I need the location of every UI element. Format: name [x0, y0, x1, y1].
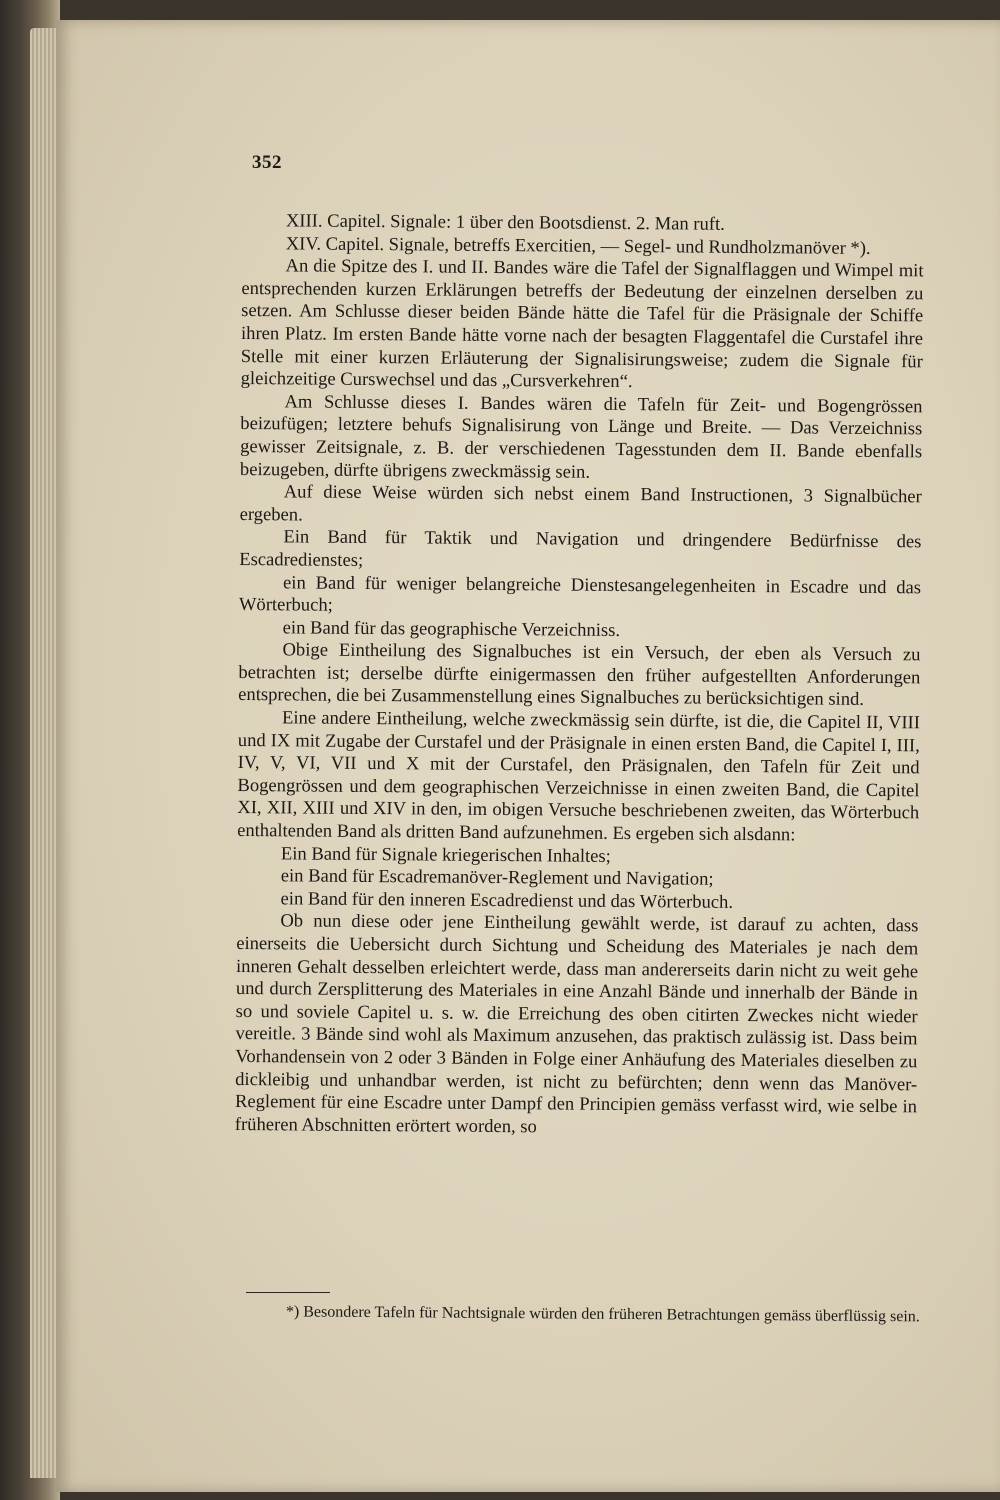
list-item: Ein Band für Signale kriegerischen Inhaltes; — [280, 842, 611, 867]
paragraph: Auf diese Weise würden sich nebst einem Band Instructionen, 3 Signalbücher ergeben. — [239, 481, 922, 526]
paragraph-chapter-xiii: XIII. Capitel. Signale: 1 über den Bootsdienst. 2. Man ruft. — [285, 210, 725, 235]
list-item: ein Band für weniger belangreiche Dienstesangelegenheiten in Escadre und das Wörterbuch; — [238, 571, 922, 616]
list-item: ein Band für Escadremanöver-Reglement und Navigation; — [280, 865, 714, 890]
page-number: 352 — [252, 152, 282, 173]
footnote-text: *) Besondere Tafeln für Nachtsignale würden den früheren Betrachtungen gemäss überflüssig sein. — [285, 1303, 920, 1326]
list-item: ein Band für den inneren Escadredienst und das Wörterbuch. — [280, 888, 734, 913]
paragraph: Eine andere Eintheilung, welche zweckmässig sein dürfte, ist die, die Capitel II, VIII und IX mit Zugabe der Curstafel und der Präsignale in einen ersten Band, die Capitel I, III, IV, V, VI, VII und X mit der Curstafel, den Präsignalen, den Tafeln für Zeit und Bogengrössen und dem geographischen Verzeichnisse in einen zweiten Band, die Capitel XI, XII, XIII und XIV in den, im obigen Versuche beschriebenen zweiten, das Wörterbuch enthaltenden Band als dritten Band aufzunehmen. Es ergeben sich alsdann: — [237, 707, 921, 846]
paragraph: Ob nun diese oder jene Eintheilung gewählt werde, ist darauf zu achten, dass einerseits die Uebersicht durch Sichtung und Scheidung des Materiales je nach dem inneren Gehalt desselben erleichtert werde, dass man andererseits darin nicht zu weit gehe und durch Zersplitterung des Materiales in eine Anzahl Bände und innerhalb der Bände in so und soviele Capitel u. s. w. die Erreichung des oben citirten Zweckes nicht wieder vereitle. 3 Bände sind wohl als Maximum anzusehen, das praktisch zulässig ist. Dass beim Vorhandensein von 2 oder 3 Bänden in Folge einer Anhäufung des Materiales dieselben zu dickleibig und unhandbar werden, ist nicht zu befürchten; denn wenn das Manöver-Reglement für eine Escadre unter Dampf den Principien gemäss verfasst wird, wie selbe in früheren Abschnitten erörtert worden, so — [234, 910, 919, 1138]
paragraph: Obige Eintheilung des Signalbuches ist ein Versuch, der eben als Versuch zu betrachten ist; derselbe dürfte einigermassen den früher aufgestellten Anforderungen entsprechen, die bei Zusammenstellung eines Signalbuches zu berücksichtigen sind. — [238, 639, 921, 711]
paragraph-chapter-xiv: XIV. Capitel. Signale, betreffs Exercitien, — Segel- und Rundholzmanöver *). — [285, 232, 871, 259]
list-item: Ein Band für Taktik und Navigation und dringendere Bedürfnisse des Escadredienstes; — [239, 526, 922, 571]
list-item: ein Band für das geographische Verzeichniss. — [282, 617, 621, 641]
body-text — [235, 210, 924, 1142]
paragraph: Am Schlusse dieses I. Bandes wären die Tafeln für Zeit- und Bogengrössen beizufügen; letztere behufs Signalisirung von Länge und Breite. — Das Verzeichniss gewisser Zeitsignale, z. B. der verschiedenen Tagesstunden dem II. Bande ebenfalls beizugeben, dürfte übrigens zweckmässig sein. — [239, 391, 923, 483]
footnote — [242, 1302, 924, 1326]
paragraph: An die Spitze des I. und II. Bandes wäre die Tafel der Signalflaggen und Wimpel mit entsprechenden kurzen Erklärungen betreffs der Bedeutung der einzelnen derselben zu setzen. Am Schlusse dieser beiden Bände hätte die Tafel für die Präsignale der Schiffe ihren Platz. Im ersten Bande hätte vorne nach der besagten Flaggentafel die Curstafel ihre Stelle mit einer kurzen Erläuterung der Signalisirungsweise; zudem die Signale für gleichzeitige Curswechsel und das „Cursverkehren“. — [240, 255, 924, 393]
footnote-rule — [246, 1292, 330, 1293]
page-sheet — [56, 20, 1000, 1492]
